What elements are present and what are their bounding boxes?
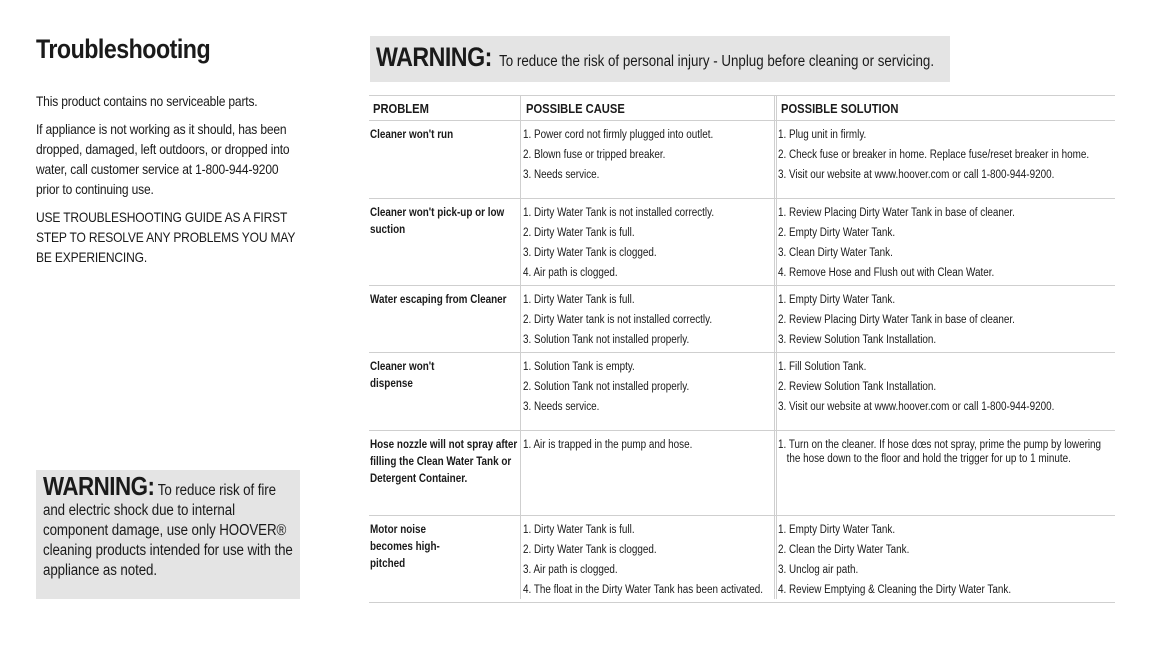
- cause-item: [523, 243, 773, 263]
- solution-text: 1. Plug unit in firmly.: [778, 129, 867, 141]
- solution-item: [778, 580, 1114, 600]
- problem-cell: [370, 522, 520, 573]
- guide-text: USE TROUBLESHOOTING GUIDE AS A FIRST STEP TO RESOLVE ANY PROBLEMS YOU MAY BE EXPERIENCING.: [36, 209, 296, 265]
- solution-item: [778, 560, 1114, 580]
- solution-cell: [778, 357, 1114, 417]
- injury-warning-box: [370, 36, 950, 82]
- solution-item: [778, 125, 1114, 145]
- cause-text: 1. Dirty Water Tank is not installed correctly.: [523, 207, 715, 219]
- problem-text: Cleaner won't run: [370, 129, 454, 141]
- solution-text: 1. Review Placing Dirty Water Tank in base of cleaner.: [778, 207, 1015, 219]
- table-row: [369, 121, 1115, 199]
- solution-item: [778, 290, 1114, 310]
- solution-text-wrapped: [778, 438, 1118, 466]
- solution-text: 3. Review Solution Tank Installation.: [778, 334, 937, 346]
- fire-warning-label: WARNING:: [43, 471, 155, 501]
- fire-warning-text-2: and electric shock due to internal component damage, use only HOOVER® cleaning products intended for use with the appliance as noted.: [43, 502, 293, 579]
- cause-text: 3. Dirty Water Tank is clogged.: [523, 247, 657, 259]
- cause-text: 1. Dirty Water Tank is full.: [523, 294, 635, 306]
- service-text: If appliance is not working as it should, has been dropped, damaged, left outdoors, or dropped into water, call customer service at 1-800-944-9200 prior to continuing use.: [36, 121, 290, 197]
- header-problem: PROBLEM: [373, 101, 429, 116]
- page-title: Troubleshooting: [36, 34, 211, 64]
- solution-cell: [778, 203, 1114, 283]
- solution-text-line-1: 1. Turn on the cleaner. If hose dœs not spray, prime the pump by lowering: [778, 439, 1102, 451]
- service-paragraph: [36, 119, 298, 199]
- cause-text: 3. Needs service.: [523, 169, 600, 181]
- cause-item: [523, 203, 773, 223]
- solution-text: 3. Visit our website at www.hoover.com or call 1-800-944-9200.: [778, 169, 1055, 181]
- cause-item: [523, 520, 773, 540]
- cause-text: 1. Power cord not firmly plugged into outlet.: [523, 129, 714, 141]
- solution-item: [778, 203, 1114, 223]
- solution-item: [778, 310, 1114, 330]
- cause-text: 1. Air is trapped in the pump and hose.: [523, 439, 693, 451]
- cause-item: [523, 125, 773, 145]
- cause-text: 1. Dirty Water Tank is full.: [523, 524, 635, 536]
- injury-warning-label: WARNING:: [376, 42, 492, 72]
- solution-text: 3. Clean Dirty Water Tank.: [778, 247, 893, 259]
- solution-item: [778, 520, 1114, 540]
- cause-text: 2. Dirty Water Tank is clogged.: [523, 544, 657, 556]
- solution-text-line-2: the hose down to the floor and hold the trigger for up to 1 minute.: [786, 453, 1071, 465]
- solution-text: 3. Visit our website at www.hoover.com or call 1-800-944-9200.: [778, 401, 1055, 413]
- cause-item: [523, 377, 773, 397]
- problem-cell: [370, 127, 520, 144]
- solution-cell: [778, 125, 1114, 185]
- table-row: [369, 431, 1115, 516]
- cause-item: [523, 263, 773, 283]
- solution-item: [778, 377, 1114, 397]
- solution-text: 4. Review Emptying & Cleaning the Dirty Water Tank.: [778, 584, 1012, 596]
- cause-text: 3. Needs service.: [523, 401, 600, 413]
- problem-cell: [370, 292, 520, 309]
- problem-text: Motor noise becomes high-pitched: [370, 524, 440, 570]
- solution-text: 4. Remove Hose and Flush out with Clean Water.: [778, 267, 995, 279]
- solution-cell: [778, 435, 1114, 466]
- solution-text: 1. Fill Solution Tank.: [778, 361, 867, 373]
- cause-cell: [523, 125, 773, 185]
- solution-item: [778, 223, 1114, 243]
- solution-text: 2. Review Solution Tank Installation.: [778, 381, 937, 393]
- cause-text: 3. Solution Tank not installed properly.: [523, 334, 690, 346]
- cause-item: [523, 310, 773, 330]
- injury-warning-text: To reduce the risk of personal injury - Unplug before cleaning or servicing.: [499, 53, 935, 70]
- solution-text: 3. Unclog air path.: [778, 564, 859, 576]
- solution-item: [778, 357, 1114, 377]
- troubleshooting-table: [369, 95, 1115, 603]
- cause-text: 3. Air path is clogged.: [523, 564, 618, 576]
- table-row: [369, 286, 1115, 353]
- cause-item: [523, 580, 773, 600]
- cause-text: 1. Solution Tank is empty.: [523, 361, 635, 373]
- problem-cell: [370, 359, 520, 393]
- problem-text: Hose nozzle will not spray after filling the Clean Water Tank or Detergent Container.: [370, 439, 518, 485]
- cause-text: 4. The float in the Dirty Water Tank has been activated.: [523, 584, 764, 596]
- solution-item: [778, 165, 1114, 185]
- solution-text: 1. Empty Dirty Water Tank.: [778, 524, 896, 536]
- cause-item: [523, 435, 773, 455]
- cause-cell: [523, 435, 773, 455]
- solution-cell: [778, 290, 1114, 350]
- cause-item: [523, 165, 773, 185]
- intro-paragraph: [36, 91, 298, 111]
- cause-text: 2. Blown fuse or tripped breaker.: [523, 149, 666, 161]
- cause-item: [523, 223, 773, 243]
- cause-item: [523, 145, 773, 165]
- intro-text: This product contains no serviceable parts.: [36, 93, 258, 109]
- header-cause: POSSIBLE CAUSE: [526, 101, 625, 116]
- problem-cell: [370, 437, 520, 488]
- fire-warning-box: [36, 470, 300, 599]
- solution-text: 2. Review Placing Dirty Water Tank in base of cleaner.: [778, 314, 1015, 326]
- solution-item: [778, 145, 1114, 165]
- solution-text: 2. Clean the Dirty Water Tank.: [778, 544, 910, 556]
- cause-item: [523, 290, 773, 310]
- solution-item: [778, 397, 1114, 417]
- solution-item: [778, 540, 1114, 560]
- fire-warning-content: [43, 471, 294, 581]
- problem-cell: [370, 205, 520, 239]
- solution-item: [778, 435, 1114, 466]
- cause-text: 4. Air path is clogged.: [523, 267, 618, 279]
- injury-warning-content: [376, 42, 934, 73]
- header-solution: POSSIBLE SOLUTION: [781, 101, 899, 116]
- solution-item: [778, 263, 1114, 283]
- problem-text: Cleaner won't pick-up or low suction: [370, 207, 505, 236]
- cause-cell: [523, 357, 773, 417]
- cause-item: [523, 540, 773, 560]
- cause-item: [523, 397, 773, 417]
- cause-cell: [523, 520, 773, 600]
- table-row: [369, 199, 1115, 286]
- cause-cell: [523, 203, 773, 283]
- cause-item: [523, 330, 773, 350]
- cause-item: [523, 560, 773, 580]
- cause-cell: [523, 290, 773, 350]
- solution-item: [778, 243, 1114, 263]
- cause-text: 2. Solution Tank not installed properly.: [523, 381, 690, 393]
- problem-text: Cleaner won't dispense: [370, 361, 435, 390]
- problem-text: Water escaping from Cleaner: [370, 294, 507, 306]
- solution-text: 2. Empty Dirty Water Tank.: [778, 227, 896, 239]
- guide-paragraph: [36, 207, 298, 267]
- table-header: [369, 95, 1115, 121]
- fire-warning-text-1: To reduce risk of fire: [157, 482, 276, 499]
- cause-text: 2. Dirty Water tank is not installed correctly.: [523, 314, 713, 326]
- solution-text: 2. Check fuse or breaker in home. Replace fuse/reset breaker in home.: [778, 149, 1090, 161]
- solution-item: [778, 330, 1114, 350]
- cause-item: [523, 357, 773, 377]
- cause-text: 2. Dirty Water Tank is full.: [523, 227, 635, 239]
- left-column: [36, 34, 298, 275]
- table-row: [369, 353, 1115, 431]
- table-row: [369, 516, 1115, 603]
- solution-cell: [778, 520, 1114, 600]
- solution-text: 1. Empty Dirty Water Tank.: [778, 294, 896, 306]
